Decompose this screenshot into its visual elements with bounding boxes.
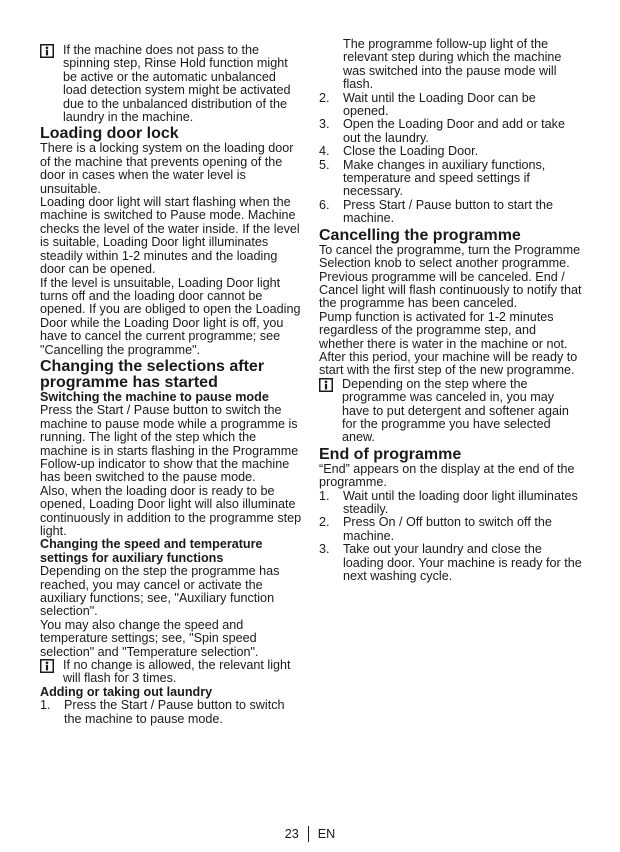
list-number: 1.	[40, 698, 51, 713]
left-column	[40, 44, 302, 726]
list-item	[319, 145, 583, 158]
list-text: Open the Loading Door and add or take out the laundry.	[343, 117, 565, 145]
paragraph: Pump function is activated for 1-2 minutes regardless of the programme step, and whether there is water in the machine or not. After this period, your machine will be ready to start with the first step of the new programme.	[319, 309, 578, 378]
note-text: If the machine does not pass to the spinning step, Rinse Hold function might be active or the automatic unbalanced load detection system might be activated due to the unbalanced distribution of the laundry in the machine.	[63, 43, 291, 125]
page-footer	[0, 826, 620, 842]
paragraph: If the level is unsuitable, Loading Door light turns off and the loading door cannot be opened. If you are obliged to open the Loading Door while the Loading Door light is off, you have to cancel the current programme; see "Cancelling the programme".	[40, 275, 301, 357]
note-detergent	[319, 378, 583, 445]
info-icon	[319, 378, 333, 392]
footer-divider	[308, 826, 309, 842]
paragraph: You may also change the speed and temperature settings; see, "Spin speed selection" and "Temperature selection".	[40, 617, 259, 659]
list-text: Press On / Off button to switch off the machine.	[343, 515, 552, 543]
paragraph: Press the Start / Pause button to switch the machine to pause mode while a programme is running. The light of the step which the machine is in starts flashing in the Programme Follow-up indicator to show that the machine has been switched to the pause mode.	[40, 403, 299, 485]
list-number: 1.	[319, 488, 330, 503]
paragraph: There is a locking system on the loading door of the machine that prevents opening of the door in cases when the water level is unsuitable.	[40, 141, 294, 196]
list-item	[319, 118, 583, 145]
list-item	[319, 543, 583, 583]
list-text: Wait until the Loading Door can be opened.	[343, 90, 536, 119]
list-number: 6.	[319, 197, 330, 212]
subheading-adding-laundry: Adding or taking out laundry	[40, 684, 213, 699]
language-code: EN	[317, 827, 336, 841]
list-text: Close the Loading Door.	[343, 144, 479, 159]
info-icon	[40, 659, 54, 673]
list-text: Make changes in auxiliary functions, temperature and speed settings if necessary.	[343, 157, 546, 199]
list-continuation: The programme follow-up light of the relevant step during which the machine was switched into the pause mode will flash.	[343, 37, 562, 92]
note-no-change	[40, 659, 302, 686]
paragraph: Depending on the step the programme has reached, you may cancel or activate the auxiliary functions; see, "Auxiliary function selection".	[40, 564, 280, 619]
subheading-switching-pause: Switching the machine to pause mode	[40, 389, 269, 404]
heading-end-of-programme: End of programme	[319, 445, 462, 463]
list-item	[40, 699, 302, 726]
paragraph: Loading door light will start flashing when the machine is switched to Pause mode. Machine checks the level of the water inside. If the level is suitable, Loading Door light illuminates steadily within 1-2 minutes and the loading door can be opened.	[40, 195, 300, 277]
list-number: 5.	[319, 157, 330, 172]
page-number: 23	[284, 827, 299, 841]
heading-changing-selections: Changing the selections after programme has started	[40, 357, 265, 391]
heading-cancelling: Cancelling the programme	[319, 226, 521, 244]
info-icon	[40, 44, 54, 58]
note-rinse-hold	[40, 44, 302, 124]
subheading-speed-temperature: Changing the speed and temperature settings for auxiliary functions	[40, 537, 263, 565]
list-text: Take out your laundry and close the loading door. Your machine is ready for the next washing cycle.	[343, 542, 582, 584]
note-text: If no change is allowed, the relevant light will flash for 3 times.	[63, 658, 291, 686]
paragraph: To cancel the programme, turn the Programme Selection knob to select another programme. Previous programme will be canceled. End / Cancel light will flash continuously to notify that the programme has been canceled.	[319, 242, 582, 311]
right-column	[319, 38, 583, 583]
list-item	[319, 516, 583, 543]
heading-loading-door-lock: Loading door lock	[40, 125, 179, 143]
list-number: 3.	[319, 542, 330, 557]
list-item	[319, 490, 583, 517]
list-item	[319, 199, 583, 226]
note-text: Depending on the step where the programme was canceled in, you may have to put detergent and softener again for the programme you have selected anew.	[342, 376, 569, 445]
list-number: 2.	[319, 515, 330, 530]
list-number: 2.	[319, 90, 330, 105]
list-text: Press Start / Pause button to start the machine.	[343, 197, 554, 226]
paragraph: Also, when the loading door is ready to be opened, Loading Door light will also illuminate continuously in addition to the programme step light.	[40, 483, 302, 538]
list-number: 4.	[319, 144, 330, 159]
list-item	[319, 159, 583, 199]
paragraph: “End” appears on the display at the end of the programme.	[319, 461, 575, 490]
list-number: 3.	[319, 117, 330, 132]
list-text: Wait until the loading door light illuminates steadily.	[343, 488, 578, 516]
list-item	[319, 92, 583, 119]
list-text: Press the Start / Pause button to switch the machine to pause mode.	[64, 698, 285, 726]
